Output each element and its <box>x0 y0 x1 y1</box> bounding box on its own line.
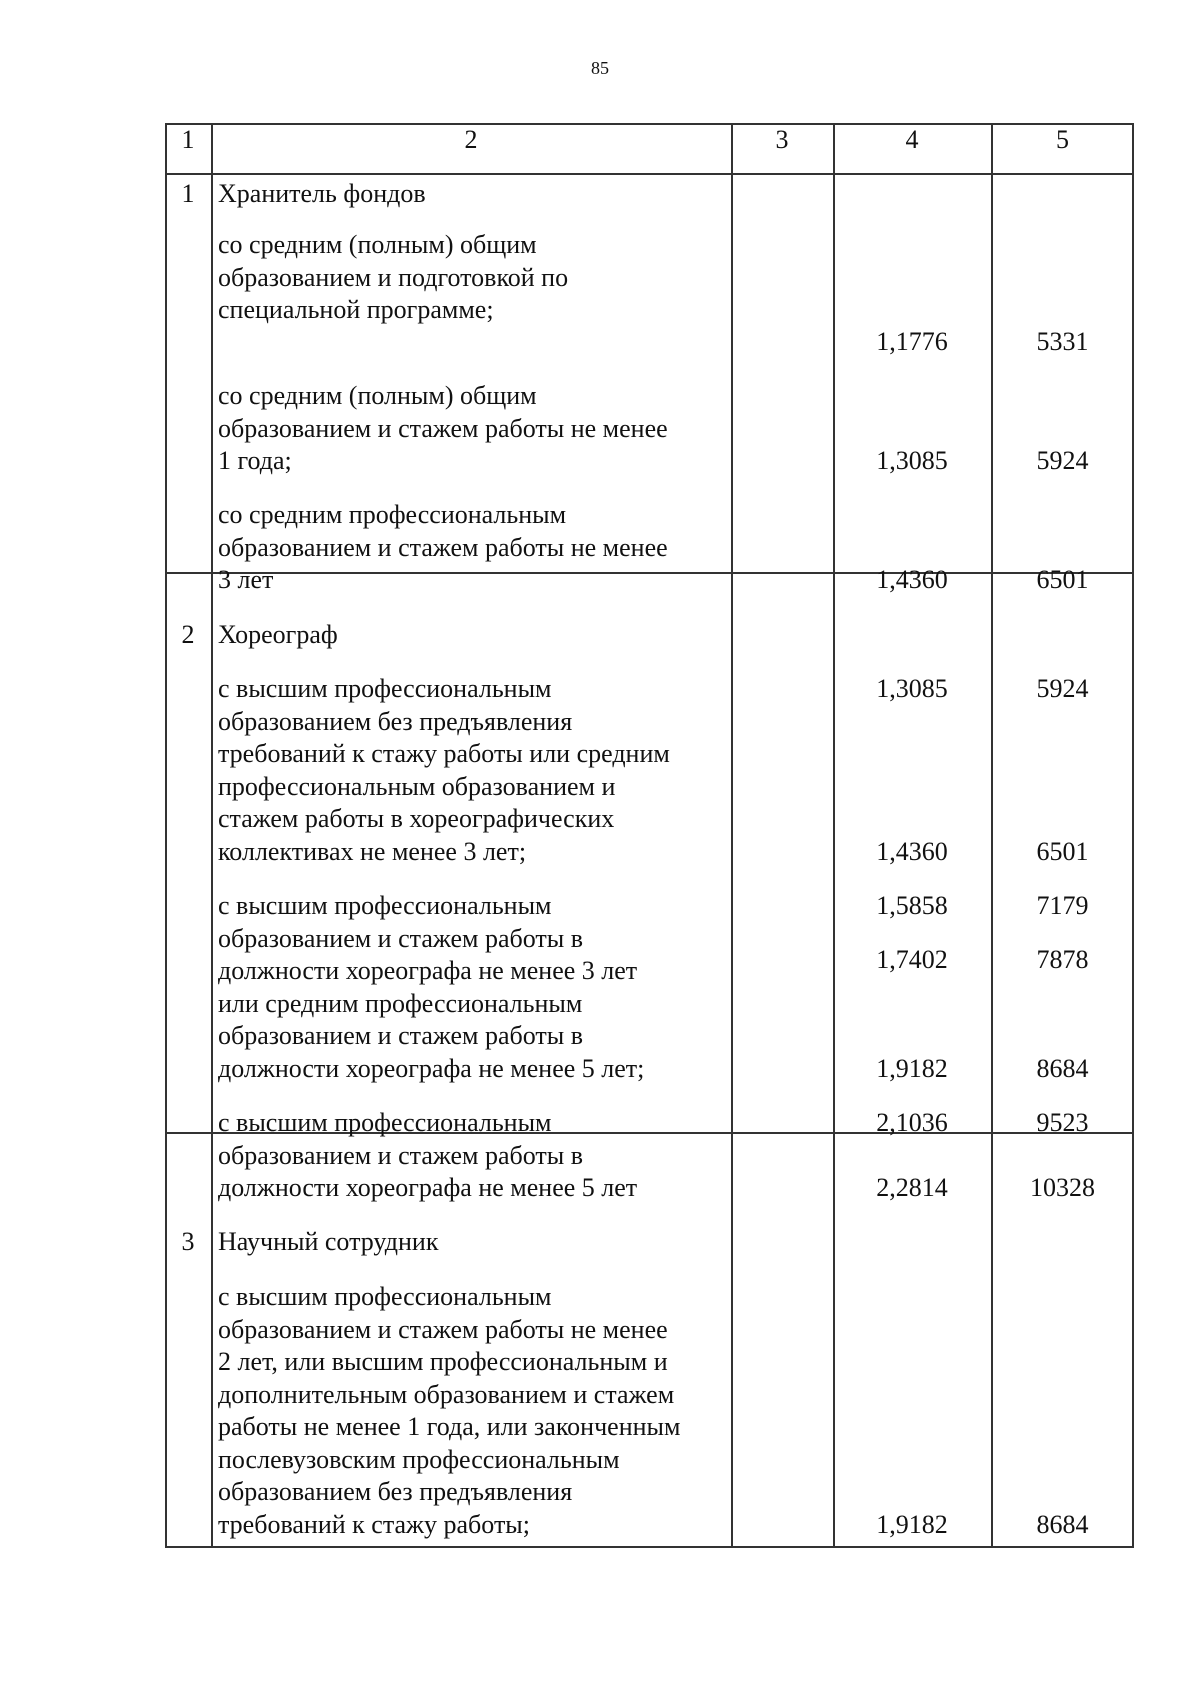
salary-value: 8684 <box>1036 1053 1089 1083</box>
salary-value: 8684 <box>1036 1509 1089 1539</box>
requirement-line: образованием и стажем работы не менее <box>218 532 668 562</box>
row-number: 2 <box>181 620 195 649</box>
requirement-line: образованием и стажем работы не менее <box>218 1314 668 1344</box>
requirement-line: работы не менее 1 года, или законченным <box>218 1412 681 1441</box>
salary-value: 10328 <box>1030 1173 1095 1202</box>
requirement-line: требований к стажу работы или средним <box>218 739 670 768</box>
coefficient-value: 1,4360 <box>876 565 948 594</box>
requirement-line: с высшим профессиональным <box>218 891 552 920</box>
requirement-line: со средним (полным) общим <box>218 230 537 259</box>
coefficient-value: 1,9182 <box>876 1509 948 1539</box>
salary-value: 9523 <box>1036 1108 1089 1137</box>
requirement-line: с высшим профессиональным <box>218 674 552 703</box>
requirement-line: образованием и стажем работы в <box>218 1140 584 1170</box>
requirement-line: со средним (полным) общим <box>218 381 537 410</box>
requirement-line: дополнительным образованием и стажем <box>218 1379 675 1409</box>
header-col-3: 3 <box>775 125 789 154</box>
salary-value: 6501 <box>1036 836 1089 866</box>
requirement-line: специальной программе; <box>218 295 494 324</box>
header-col-2: 2 <box>464 125 478 154</box>
requirement-line: образованием и подготовкой по <box>218 262 569 292</box>
requirement-line: 2 лет, или высшим профессиональным и <box>218 1347 668 1376</box>
coefficient-value: 1,7402 <box>876 945 948 974</box>
salary-value: 5924 <box>1036 446 1089 475</box>
coefficient-value: 1,3085 <box>876 674 948 703</box>
position-title: Хореограф <box>218 620 338 649</box>
coefficient-value: 2,2814 <box>876 1173 948 1202</box>
coefficient-value: 1,4360 <box>876 836 948 866</box>
coefficient-value: 1,5858 <box>876 891 948 920</box>
requirement-line: коллективах не менее 3 лет; <box>218 836 527 866</box>
salary-value: 7179 <box>1036 891 1089 920</box>
requirement-line: образованием и стажем работы не менее <box>218 413 668 443</box>
row-number: 3 <box>181 1227 195 1256</box>
salary-value: 6501 <box>1036 565 1089 594</box>
coefficient-value: 1,9182 <box>876 1053 948 1083</box>
requirement-line: стажем работы в хореографических <box>218 804 615 833</box>
coefficient-value: 1,3085 <box>876 446 948 475</box>
requirement-line: образованием и стажем работы в <box>218 923 584 953</box>
requirement-line: образованием без предъявления <box>218 706 573 736</box>
requirement-line: образованием без предъявления <box>218 1477 573 1506</box>
requirement-line: профессиональным образованием и <box>218 771 616 801</box>
requirement-line: должности хореографа не менее 5 лет <box>218 1173 638 1202</box>
requirement-line: образованием и стажем работы в <box>218 1021 584 1050</box>
salary-value: 7878 <box>1036 945 1089 974</box>
requirement-line: 1 года; <box>218 446 292 475</box>
page-number: 85 <box>591 58 609 78</box>
salary-value: 5331 <box>1036 327 1089 356</box>
requirement-line: со средним профессиональным <box>218 500 567 529</box>
row-number: 1 <box>181 179 195 208</box>
requirement-line: должности хореографа не менее 3 лет <box>218 956 638 985</box>
coefficient-value: 2,1036 <box>876 1108 948 1137</box>
requirement-line: должности хореографа не менее 5 лет; <box>218 1053 645 1083</box>
position-title: Научный сотрудник <box>218 1227 439 1256</box>
requirement-line: требований к стажу работы; <box>218 1509 530 1539</box>
requirement-line: 3 лет <box>218 565 274 594</box>
position-title: Хранитель фондов <box>218 179 426 208</box>
requirement-line: с высшим профессиональным <box>218 1108 552 1137</box>
salary-value: 5924 <box>1036 674 1089 703</box>
header-col-1: 1 <box>181 125 195 154</box>
header-col-5: 5 <box>1056 125 1069 154</box>
header-col-4: 4 <box>905 125 919 154</box>
requirement-line: или средним профессиональным <box>218 988 583 1018</box>
requirement-line: с высшим профессиональным <box>218 1282 552 1311</box>
coefficient-value: 1,1776 <box>876 327 948 356</box>
requirement-line: послевузовским профессиональным <box>218 1444 620 1474</box>
